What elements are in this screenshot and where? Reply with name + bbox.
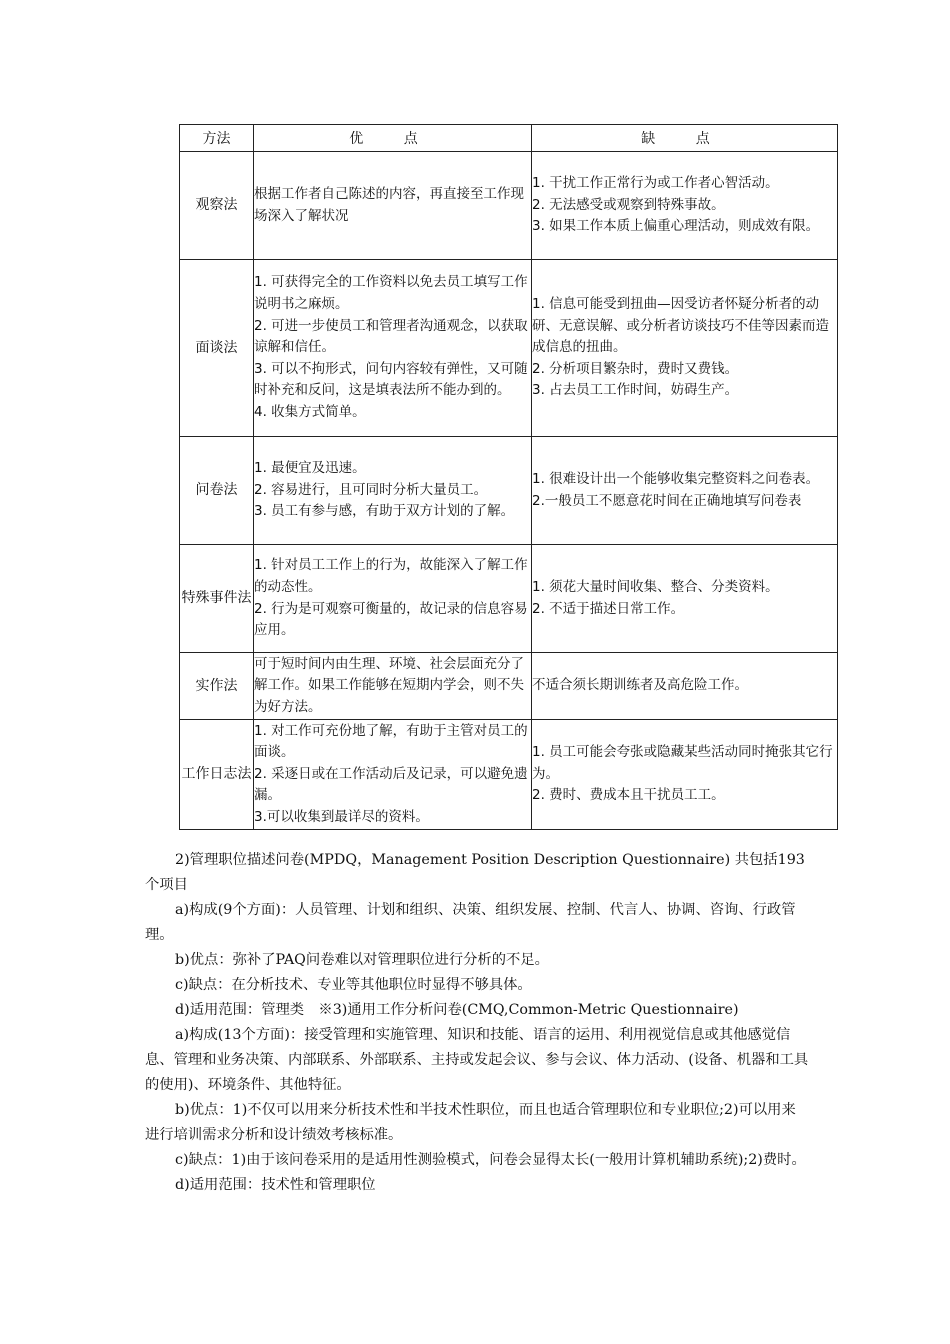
cons-line: 2. 费时、费成本且干扰员工工。	[532, 787, 725, 804]
cons-line: 2. 不适于描述日常工作。	[532, 600, 685, 617]
cons-cell	[532, 720, 838, 830]
table-row	[180, 437, 838, 545]
pros-line: 1. 针对员工工作上的行为，故能深入了解工作的动态性。	[254, 557, 528, 595]
method-name: 问卷法	[180, 437, 254, 545]
body-text	[145, 848, 810, 1198]
pros-line: 2. 采逐日或在工作活动后及记录，可以避免遗漏。	[254, 765, 528, 804]
job-analysis-methods-table	[179, 124, 838, 830]
pros-line: 1. 可获得完全的工作资料以免去员工填写工作说明书之麻烦。	[254, 274, 528, 313]
cons-line: 3. 占去员工工作时间，妨碍生产。	[532, 382, 739, 399]
pros-line: 3. 可以不拘形式，问句内容较有弹性，又可随时补充和反问，这是填表法所不能办到的。	[254, 360, 528, 399]
cons-line: 2. 无法感受或观察到特殊事故。	[532, 196, 725, 213]
cons-cell	[532, 545, 838, 653]
table-row	[180, 152, 838, 260]
table-row	[180, 545, 838, 653]
pros-cell	[254, 260, 532, 437]
cons-cell	[532, 260, 838, 437]
pros-line: 3.可以收集到最详尽的资料。	[254, 808, 429, 825]
pros-cell	[254, 152, 532, 260]
paragraph-cmq-cons: c)缺点：1)由于该问卷采用的是适用性测验模式，问卷会显得太长(一般用计算机辅助系统);2)费时。	[175, 1152, 806, 1168]
method-name: 实作法	[180, 653, 254, 720]
pros-line: 3. 员工有参与感，有助于双方计划的了解。	[254, 503, 515, 520]
pros-cell	[254, 653, 532, 720]
pros-line: 2. 行为是可观察可衡量的，故记录的信息容易应用。	[254, 600, 528, 639]
table-header-row	[180, 125, 838, 152]
pros-line: 4. 收集方式简单。	[254, 403, 366, 420]
paragraph-mpdq-intro: 2)管理职位描述问卷(MPDQ，Management Position Description Questionnaire) 共包括193个项目	[145, 852, 805, 893]
paragraph-mpdq-composition: a)构成(9个方面)：人员管理、计划和组织、决策、组织发展、控制、代言人、协调、咨询、行政管理。	[145, 902, 796, 943]
method-name: 特殊事件法	[180, 545, 254, 653]
cons-cell	[532, 437, 838, 545]
cons-line: 不适合须长期训练者及高危险工作。	[532, 677, 748, 694]
pros-line: 2. 可进一步使员工和管理者沟通观念，以获取谅解和信任。	[254, 317, 528, 356]
table-row	[180, 720, 838, 830]
paragraph-cmq-scope: d)适用范围：技术性和管理职位	[175, 1177, 376, 1193]
pros-line: 根据工作者自己陈述的内容，再直接至工作现场深入了解状况	[254, 185, 524, 224]
pros-line: 可于短时间内由生理、环境、社会层面充分了解工作。如果工作能够在短期内学会，则不失为好方法。	[254, 655, 524, 715]
header-pros: 优 点	[254, 125, 532, 152]
paragraph-cmq-composition: a)构成(13个方面)：接受管理和实施管理、知识和技能、语言的运用、利用视觉信息或其他感觉信息、管理和业务决策、内部联系、外部联系、主持或发起会议、参与会议、体力活动、(设备、机器和工具的使用)、环境条件、其他特征。	[145, 1027, 809, 1093]
table-row	[180, 653, 838, 720]
pros-cell	[254, 720, 532, 830]
method-name: 工作日志法	[180, 720, 254, 830]
pros-cell	[254, 545, 532, 653]
cons-line: 1. 信息可能受到扭曲—因受访者怀疑分析者的动研、无意误解、或分析者访谈技巧不佳等因素而造成信息的扭曲。	[532, 296, 829, 356]
header-method: 方法	[180, 125, 254, 152]
cons-line: 1. 干扰工作正常行为或工作者心智活动。	[532, 175, 779, 192]
cons-line: 1. 很难设计出一个能够收集完整资料之问卷表。	[532, 470, 820, 487]
paragraph-mpdq-cons: c)缺点：在分析技术、专业等其他职位时显得不够具体。	[175, 977, 532, 993]
method-name: 面谈法	[180, 260, 254, 437]
pros-line: 2. 容易进行，且可同时分析大量员工。	[254, 481, 488, 498]
cons-line: 1. 员工可能会夸张或隐藏某些活动同时掩张其它行为。	[532, 744, 833, 782]
cons-cell	[532, 152, 838, 260]
method-name: 观察法	[180, 152, 254, 260]
paragraph-mpdq-scope-cmq-intro: d)适用范围：管理类 ※3)通用工作分析问卷(CMQ,Common-Metric Questionnaire)	[175, 1002, 739, 1018]
cons-line: 2.一般员工不愿意花时间在正确地填写问卷表	[532, 492, 802, 509]
pros-line: 1. 最便宜及迅速。	[254, 460, 366, 477]
cons-line: 2. 分析项目繁杂时，费时又费钱。	[532, 360, 739, 377]
cons-line: 1. 须花大量时间收集、整合、分类资料。	[532, 578, 779, 595]
cons-line: 3. 如果工作本质上偏重心理活动，则成效有限。	[532, 218, 820, 235]
header-cons: 缺 点	[532, 125, 838, 152]
pros-line: 1. 对工作可充份地了解，有助于主管对员工的面谈。	[254, 722, 528, 761]
table-row	[180, 260, 838, 437]
pros-cell	[254, 437, 532, 545]
paragraph-mpdq-pros: b)优点：弥补了PAQ问卷难以对管理职位进行分析的不足。	[175, 952, 549, 968]
paragraph-cmq-pros: b)优点：1)不仅可以用来分析技术性和半技术性职位，而且也适合管理职位和专业职位;2)可以用来进行培训需求分析和设计绩效考核标准。	[145, 1102, 796, 1143]
cons-cell	[532, 653, 838, 720]
